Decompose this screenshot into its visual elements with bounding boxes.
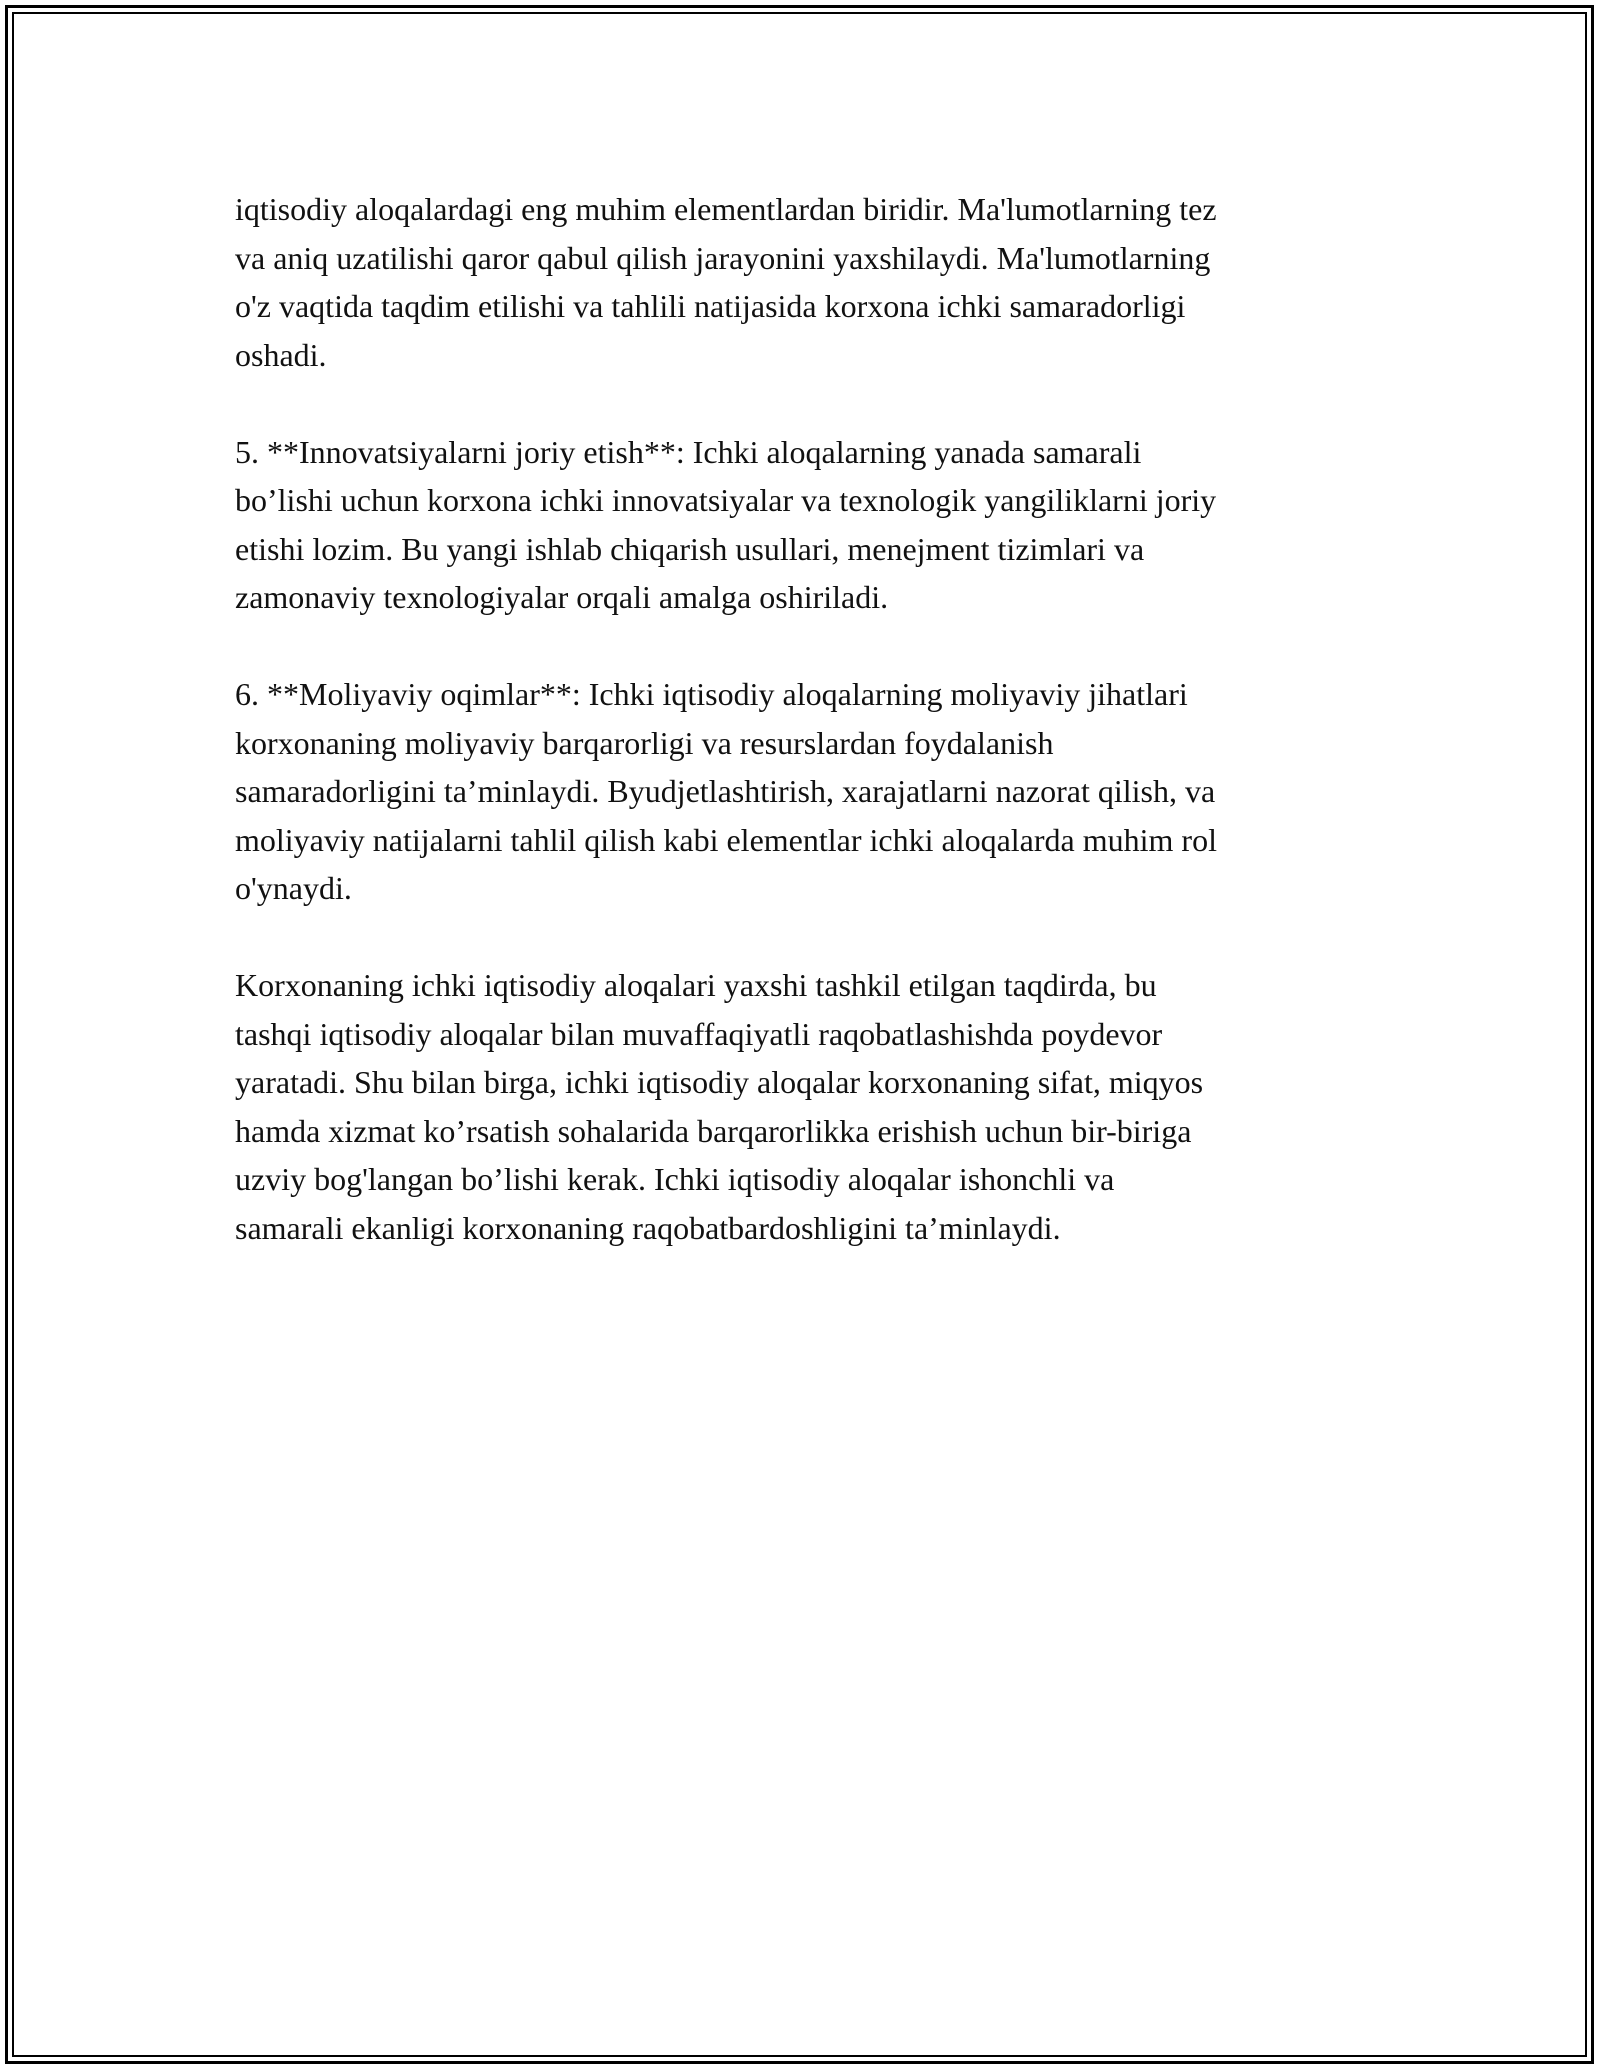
- text-line: tashqi iqtisodiy aloqalar bilan muvaffaqiyatli raqobatlashishda poydevor: [235, 1015, 1163, 1052]
- text-line: korxonaning moliyaviy barqarorligi va resurslardan foydalanish: [235, 724, 1054, 761]
- text-line: moliyaviy natijalarni tahlil qilish kabi elementlar ichki aloqalarda muhim rol: [235, 821, 1217, 858]
- text-line: o'ynaydi.: [235, 870, 352, 906]
- text-line: 5. **Innovatsiyalarni joriy etish**: Ichki aloqalarning yanada samarali: [235, 433, 1142, 470]
- text-line: va aniq uzatilishi qaror qabul qilish jarayonini yaxshilaydi. Ma'lumotlarning: [235, 239, 1211, 276]
- text-line: zamonaviy texnologiyalar orqali amalga oshiriladi.: [235, 579, 889, 615]
- paragraph-financial-flows: [235, 670, 1370, 913]
- text-line: Korxonaning ichki iqtisodiy aloqalari yaxshi tashkil etilgan taqdirda, bu: [235, 967, 1157, 1003]
- text-line: samaradorligini ta’minlaydi. Byudjetlashtirish, xarajatlarni nazorat qilish, va: [235, 773, 1216, 809]
- text-line: 6. **Moliyaviy oqimlar**: Ichki iqtisodiy aloqalarning moliyaviy jihatlari: [235, 676, 1188, 712]
- text-line: samarali ekanligi korxonaning raqobatbardoshligini ta’minlaydi.: [235, 1209, 1061, 1246]
- text-line: o'z vaqtida taqdim etilishi va tahlili natijasida korxona ichki samaradorligi: [235, 288, 1186, 324]
- paragraph-information-flows: [235, 185, 1370, 379]
- text-line: yaratadi. Shu bilan birga, ichki iqtisodiy aloqalar korxonaning sifat, miqyos: [235, 1064, 1204, 1100]
- text-line: hamda xizmat ko’rsatish sohalarida barqarorlikka erishish uchun bir-biriga: [235, 1112, 1192, 1149]
- text-line: iqtisodiy aloqalardagi eng muhim elementlardan biridir. Ma'lumotlarning tez: [235, 191, 1217, 227]
- document-body: [235, 185, 1370, 1301]
- text-line: bo’lishi uchun korxona ichki innovatsiyalar va texnologik yangiliklarni joriy: [235, 482, 1217, 518]
- text-line: uzviy bog'langan bo’lishi kerak. Ichki iqtisodiy aloqalar ishonchli va: [235, 1161, 1115, 1197]
- paragraph-conclusion: [235, 961, 1370, 1252]
- text-line: oshadi.: [235, 336, 327, 373]
- text-line: etishi lozim. Bu yangi ishlab chiqarish usullari, menejment tizimlari va: [235, 530, 1145, 567]
- paragraph-innovations: [235, 428, 1370, 622]
